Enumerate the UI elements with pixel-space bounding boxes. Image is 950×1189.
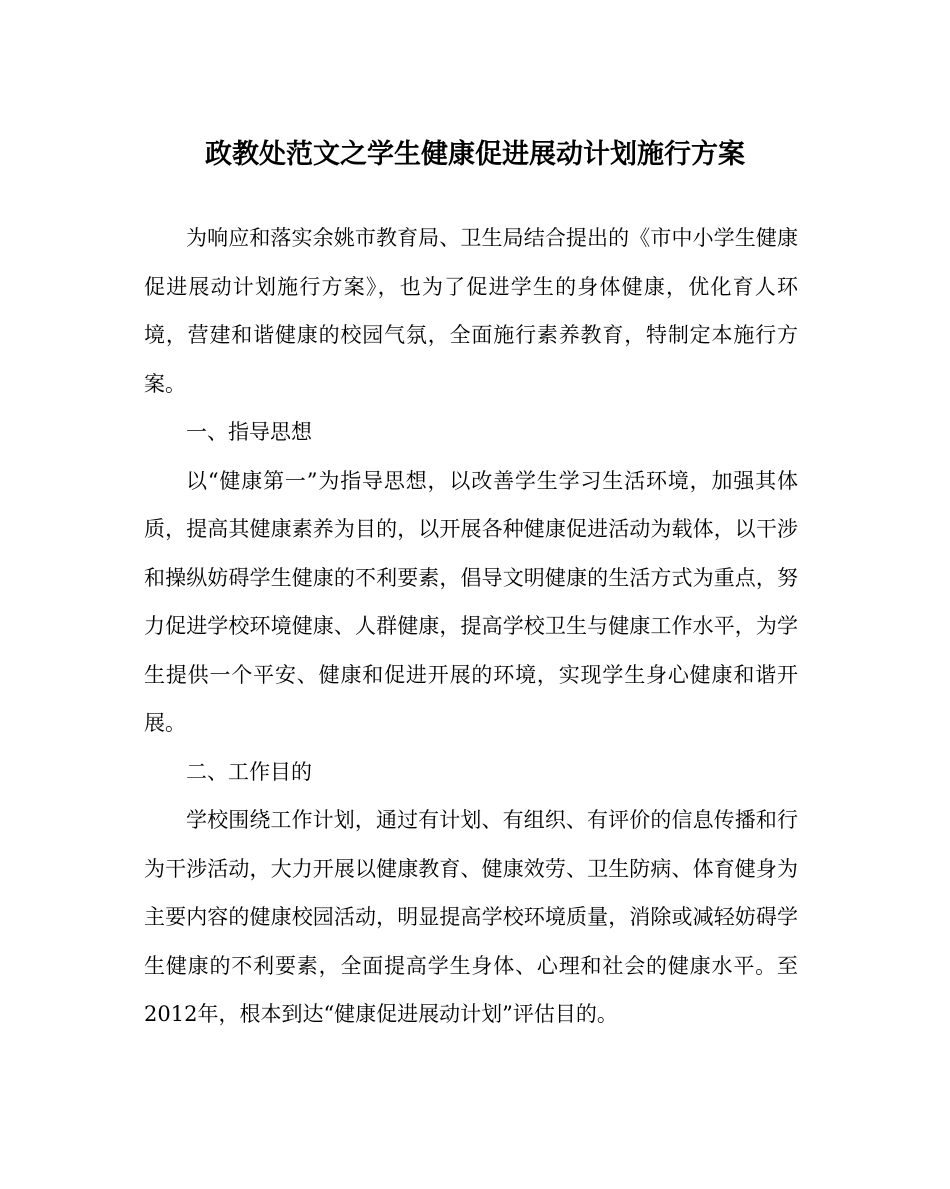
section-heading-work-goals: 二、工作目的	[186, 759, 312, 784]
paragraph-work-goals: 学校围绕工作计划，通过有计划、有组织、有评价的信息传播和行为干涉活动，大力开展以健康教育、健康效劳、卫生防病、体育健身为主要内容的健康校园活动，明显提高学校环境质量，消除或减轻妨碍学生健康的不利要素，全面提高学生身体、心理和社会的健康水平。至2012年，根本到达“健康促进展动计划”评估目的。	[144, 808, 798, 1026]
section-heading-guiding-ideology: 一、指导思想	[186, 420, 312, 444]
paragraph-intro: 为响应和落实余姚市教育局、卫生局结合提出的《市中小学生健康促进展动计划施行方案》，也为了促进学生的身体健康，优化育人环境，营建和谐健康的校园气氛，全面施行素养教育，特制定本施行方案。	[144, 226, 798, 396]
document-title: 政教处范文之学生健康促进展动计划施行方案	[205, 139, 745, 170]
paragraph-guiding-ideology: 以“健康第一”为指导思想，以改善学生学习生活环境，加强其体质，提高其健康素养为目的，以开展各种健康促进活动为载体，以干涉和操纵妨碍学生健康的不利要素，倡导文明健康的生活方式为重点，努力促进学校环境健康、人群健康，提高学校卫生与健康工作水平，为学生提供一个平安、健康和促进开展的环境，实现学生身心健康和谐开展。	[144, 468, 798, 735]
document-body	[144, 214, 798, 1039]
